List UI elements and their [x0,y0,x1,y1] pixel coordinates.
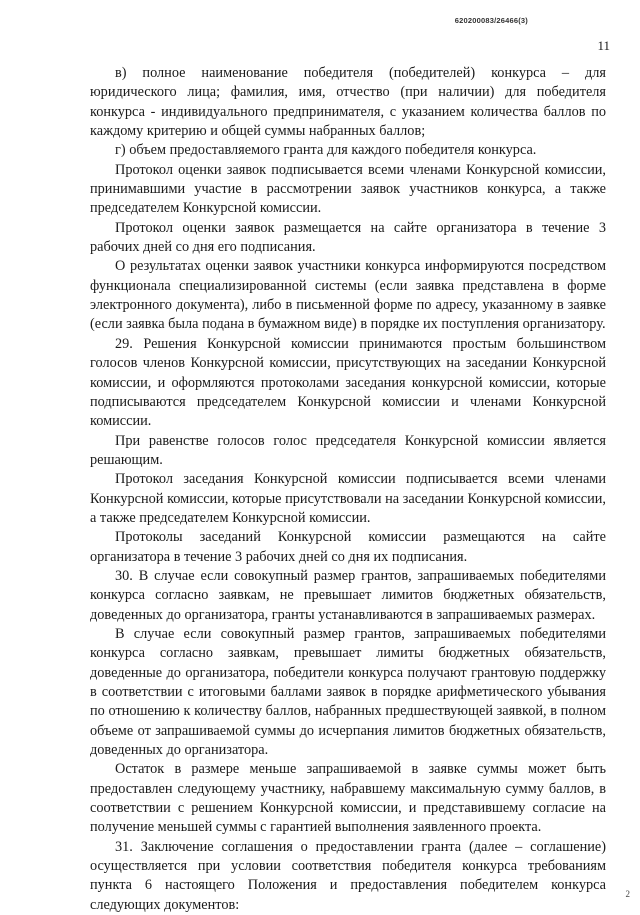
footer-mark: 2 [625,889,630,899]
paragraph-limits-exceeded: В случае если совокупный размер грантов, запрашиваемых победителями конкурса согласно заявкам, превышает лимиты бюджетных обязательств, доведенные до организатора, победители конкурса получают грантовую поддержку в соответствии с итоговыми баллами заявок в порядке арифметического убывания по отношению к количеству баллов, набранных предшествующей заявкой, в полном объеме от запрашиваемой суммы до исчерпания лимитов бюджетных обязательств, доведенных до организатора. [90,625,606,759]
paragraph-grant-volume: г) объем предоставляемого гранта для каждого победителя конкурса. [115,142,537,159]
paragraph-winner-name: в) полное наименование победителя (победителей) конкурса – для юридического лица; фамилия, имя, отчество (при наличии) для победителя конкурса - индивидуального предпринимателя, с указанием количества баллов по каждому критерию и общей суммы набранных баллов; [90,65,606,140]
paragraph-tie-vote: При равенстве голосов голос председателя Конкурсной комиссии является решающим. [90,432,606,468]
paragraph-item-31: 31. Заключение соглашения о предоставлении гранта (далее – соглашение) осуществляется при условии соответствия победителя конкурса требованиям пункта 6 настоящего Положения и предоставления победителем конкурса следующих документов: [90,838,606,913]
document-body [90,64,606,915]
paragraph-meeting-protocol-publication: Протоколы заседаний Конкурсной комиссии размещаются на сайте организатора в течение 3 рабочих дней со дня их подписания. [90,529,606,565]
page-number: 11 [597,38,610,53]
paragraph-results-notification: О результатах оценки заявок участники конкурса информируются посредством функционала специализированной системы (если заявка представлена в форме электронного документа), либо в письменной форме по адресу, указанному в заявке (если заявка была подана в бумажном виде) в порядке их поступления организатору. [90,258,606,333]
paragraph-evaluation-protocol-signing: Протокол оценки заявок подписывается всеми членами Конкурсной комиссии, принимавшими участие в рассмотрении заявок участников конкурса, а также председателем Конкурсной комиссии. [90,161,606,217]
paragraph-item-30: 30. В случае если совокупный размер грантов, запрашиваемых победителями конкурса согласно заявкам, не превышает лимитов бюджетных обязательств, доведенных до организатора, гранты устанавливаются в запрашиваемых размерах. [90,567,606,623]
document-id: 620200083/26466(3) [454,16,528,25]
paragraph-evaluation-protocol-publication: Протокол оценки заявок размещается на сайте организатора в течение 3 рабочих дней со дня его подписания. [90,219,606,256]
paragraph-remainder: Остаток в размере меньше запрашиваемой в заявке суммы может быть предоставлен следующему участнику, набравшему максимальную сумму баллов, в соответствии с решением Конкурсной комиссии, и представившему согласие на получение меньшей суммы с гарантией выполнения заявленного проекта. [90,761,606,836]
paragraph-item-29: 29. Решения Конкурсной комиссии принимаются простым большинством голосов членов Конкурсной комиссии, присутствующих на заседании Конкурсной комиссии, и оформляются протоколами заседания конкурсной комиссии, которые подписываются председателем Конкурсной комиссии и членами Конкурсной комиссии. [90,335,606,430]
paragraph-meeting-protocol-signing: Протокол заседания Конкурсной комиссии подписывается всеми членами Конкурсной комиссии, которые присутствовали на заседании Конкурсной комиссии, а также председателем Конкурсной комиссии. [90,471,606,526]
